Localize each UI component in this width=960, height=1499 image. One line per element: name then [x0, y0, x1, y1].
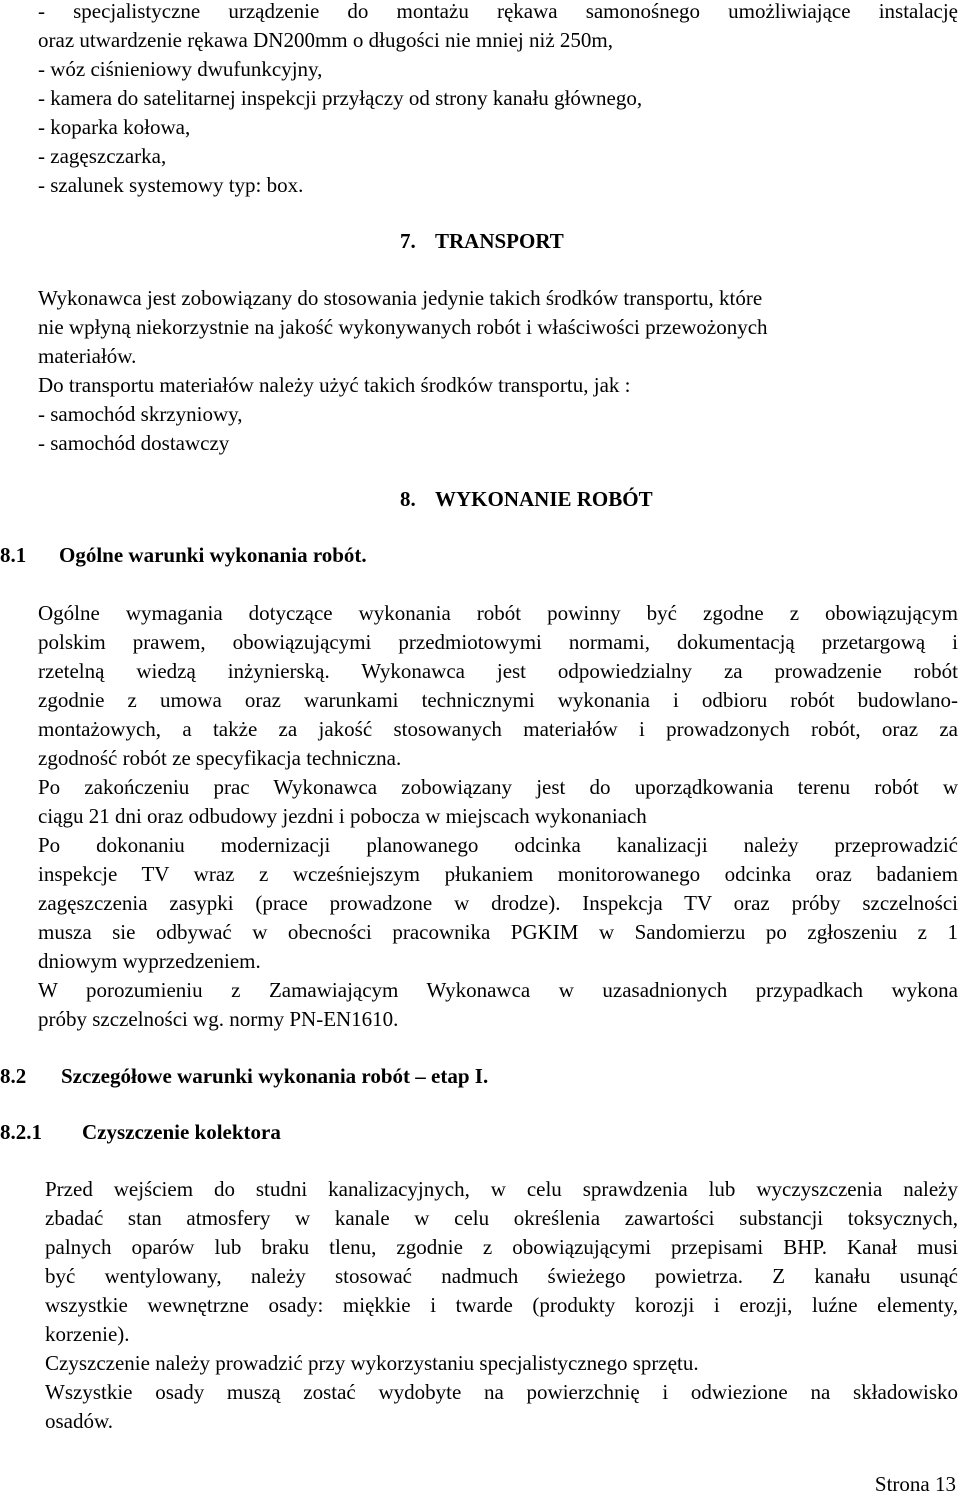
- paragraph-line: rzetelną wiedzą inżynierską. Wykonawca jest odpowiedzialny za prowadzenie robót: [38, 659, 958, 683]
- subsection-8-1-heading: [0, 541, 367, 570]
- paragraph-line: Czyszczenie należy prowadzić przy wykorzystaniu specjalistycznego sprzętu.: [45, 1351, 699, 1375]
- subsection-8-2-1-heading: [0, 1118, 281, 1147]
- section-8-title: WYKONANIE ROBÓT: [435, 487, 653, 511]
- paragraph-line: palnych oparów lub braku tlenu, zgodnie z obowiązującymi przepisami BHP. Kanał musi: [45, 1235, 958, 1259]
- section-7-title: TRANSPORT: [435, 229, 564, 253]
- paragraph-line: inspekcje TV wraz z wcześniejszym płukaniem monitorowanego odcinka oraz badaniem: [38, 862, 958, 886]
- paragraph-line: W porozumieniu z Zamawiającym Wykonawca w uzasadnionych przypadkach wykona: [38, 978, 958, 1002]
- subsection-8-2-number: 8.2: [0, 1064, 27, 1088]
- subsection-8-2-heading: [0, 1062, 488, 1091]
- paragraph-line: musza sie odbywać w obecności pracownika PGKIM w Sandomierzu po zgłoszeniu z 1: [38, 920, 958, 944]
- intro-line: - wóz ciśnieniowy dwufunkcyjny,: [38, 57, 323, 81]
- intro-line: - kamera do satelitarnej inspekcji przyłączy od strony kanału głównego,: [38, 86, 643, 110]
- paragraph-line: Wszystkie osady muszą zostać wydobyte na powierzchnię i odwiezione na składowisko: [45, 1380, 958, 1404]
- paragraph-line: Do transportu materiałów należy użyć takich środków transportu, jak :: [38, 373, 631, 397]
- subsection-8-1-title: Ogólne warunki wykonania robót.: [59, 543, 367, 567]
- section-7-heading: [400, 227, 564, 256]
- paragraph-line: - samochód dostawczy: [38, 431, 230, 455]
- paragraph-line: zbadać stan atmosfery w kanale w celu określenia zawartości substancji toksycznych,: [45, 1206, 958, 1230]
- paragraph-line: być wentylowany, należy stosować nadmuch świeżego powietrza. Z kanału usunąć: [45, 1264, 958, 1288]
- paragraph-line: próby szczelności wg. normy PN-EN1610.: [38, 1007, 399, 1031]
- paragraph-line: Po dokonaniu modernizacji planowanego odcinka kanalizacji należy przeprowadzić: [38, 833, 958, 857]
- paragraph-line: Wykonawca jest zobowiązany do stosowania jedynie takich środków transportu, które: [38, 286, 763, 310]
- subsection-8-2-1-title: Czyszczenie kolektora: [82, 1120, 281, 1144]
- paragraph-line: zagęszczenia zasypki (prace prowadzone w drodze). Inspekcja TV oraz próby szczelności: [38, 891, 958, 915]
- intro-line: - koparka kołowa,: [38, 115, 191, 139]
- intro-line: - specjalistyczne urządzenie do montażu rękawa samonośnego umożliwiające instalację: [38, 0, 958, 23]
- paragraph-line: ciągu 21 dni oraz odbudowy jezdni i pobocza w miejscach wykonaniach: [38, 804, 647, 828]
- subsection-8-2-title: Szczegółowe warunki wykonania robót – etap I.: [61, 1064, 489, 1088]
- paragraph-line: - samochód skrzyniowy,: [38, 402, 243, 426]
- paragraph-line: Przed wejściem do studni kanalizacyjnych, w celu sprawdzenia lub wyczyszczenia należy: [45, 1177, 958, 1201]
- paragraph-line: polskim prawem, obowiązującymi przedmiotowymi normami, dokumentacją przetargową i: [38, 630, 958, 654]
- intro-line: oraz utwardzenie rękawa DN200mm o długości nie mniej niż 250m,: [38, 28, 613, 52]
- paragraph-line: korzenie).: [45, 1322, 130, 1346]
- section-7-number: 7.: [400, 229, 416, 253]
- paragraph-line: Po zakończeniu prac Wykonawca zobowiązany jest do uporządkowania terenu robót w: [38, 775, 958, 799]
- paragraph-line: zgodnie z umowa oraz warunkami technicznymi wykonania i odbioru robót budowlano-: [38, 688, 958, 712]
- subsection-8-2-1-number: 8.2.1: [0, 1120, 42, 1144]
- paragraph-line: osadów.: [45, 1409, 114, 1433]
- paragraph-line: nie wpłyną niekorzystnie na jakość wykonywanych robót i właściwości przewożonych: [38, 315, 768, 339]
- paragraph-line: wszystkie wewnętrzne osady: miękkie i twarde (produkty korozji i erozji, luźne elementy,: [45, 1293, 958, 1317]
- paragraph-line: zgodność robót ze specyfikacja techniczna.: [38, 746, 402, 770]
- paragraph-line: materiałów.: [38, 344, 137, 368]
- section-8-number: 8.: [400, 487, 416, 511]
- intro-line: - zagęszczarka,: [38, 144, 167, 168]
- subsection-8-1-number: 8.1: [0, 543, 27, 567]
- section-8-heading: [400, 485, 653, 514]
- intro-line: - szalunek systemowy typ: box.: [38, 173, 304, 197]
- paragraph-line: montażowych, a także za jakość stosowanych materiałów i prowadzonych robót, oraz za: [38, 717, 958, 741]
- paragraph-line: dniowym wyprzedzeniem.: [38, 949, 261, 973]
- paragraph-line: Ogólne wymagania dotyczące wykonania robót powinny być zgodne z obowiązującym: [38, 601, 958, 625]
- page-number: Strona 13: [874, 1472, 956, 1496]
